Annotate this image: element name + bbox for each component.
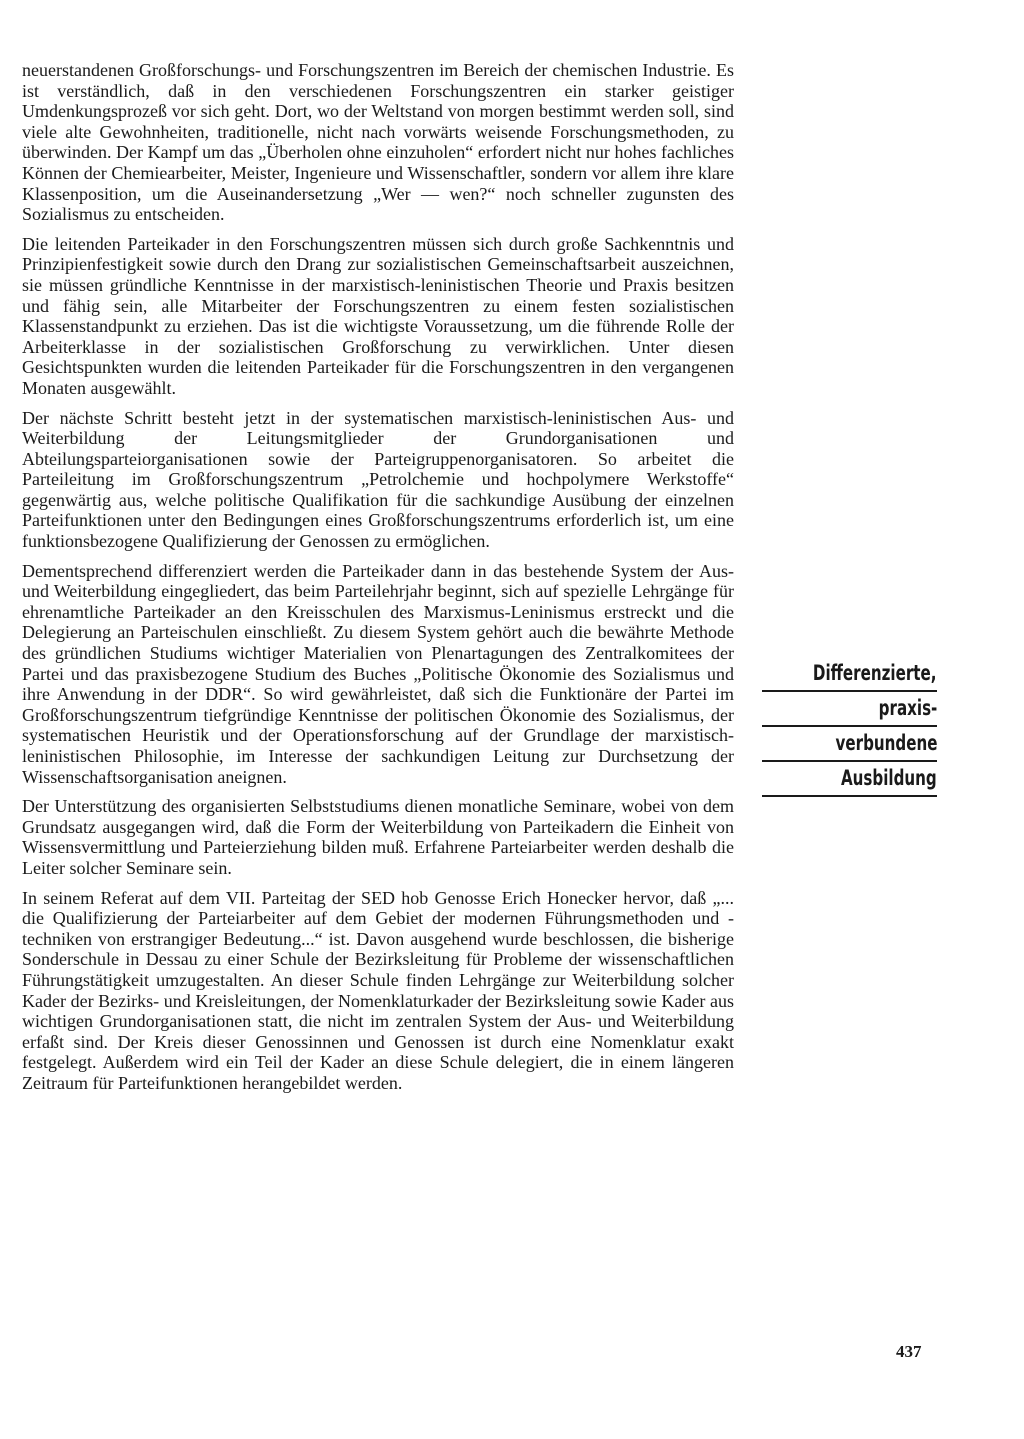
page-number: 437 [896,1342,922,1361]
body-text [22,60,734,1103]
paragraph-1: neuerstandenen Großforschungs- und Forschungszentren im Bereich der chemischen Industrie. Es ist verständlich, daß in den verschiedenen Forschungszentren ein starker geistiger Umdenkungsprozeß vor sich geht. Dort, wo der Weltstand von morgen bestimmt werden soll, sind viele alte Gewohnheiten, traditionelle, nicht nach vorwärts weisende Forschungsmethoden, zu überwinden. Der Kampf um das „Überholen ohne einzuholen“ erfordert nicht nur hohes fachliches Können der Chemiearbeiter, Meister, Ingenieure und Wissenschaftler, sondern vor allem ihre klare Klassenposition, um die Auseinandersetzung „Wer — wen?“ noch schneller zugunsten des Sozialismus zu entscheiden. [22,60,734,225]
paragraph-6: In seinem Referat auf dem VII. Parteitag der SED hob Genosse Erich Honecker hervor, daß „... die Qualifizierung der Parteiarbeiter auf dem Gebiet der modernen Führungsmethoden und -techniken von erstrangiger Bedeutung...“ ist. Davon ausgehend wurde beschlossen, die bisherige Sonderschule in Dessau zu einer Schule der Bezirksleitung für Probleme der wissenschaftlichen Führungstätigkeit umzugestalten. An dieser Schule finden Lehrgänge zur Weiterbildung solcher Kader der Bezirks- und Kreisleitungen, der Nomenklaturkader der Bezirksleitung sowie Kader aus wichtigen Grundorganisationen statt, die nicht im zentralen System der Aus- und Weiterbildung erfaßt sind. Der Kreis dieser Genossinnen und Genossen ist durch eine Nomenklatur exakt festgelegt. Außerdem wird ein Teil der Kader an diese Schule delegiert, die in einem längeren Zeitraum für Parteifunktionen herangebildet werden. [22,887,734,1093]
margin-heading [762,657,937,797]
margin-heading-line-3: verbundene [762,727,937,762]
margin-heading-line-2: praxis- [762,692,937,727]
margin-heading-line-1: Differenzierte, [762,657,937,692]
paragraph-4: Dementsprechend differenziert werden die Parteikader dann in das bestehende System der Aus- und Weiterbildung eingegliedert, das beim Parteilehrjahr beginnt, sich auf spezielle Lehrgänge für ehrenamtliche Parteikader an den Kreisschulen des Marxismus-Leninismus erstreckt und die Delegierung an Parteischulen einschließt. Zu diesem System gehört auch die bewährte Methode des gründlichen Studiums wichtiger Materialien von Plenartagungen des Zentralkomitees der Partei und das praxisbezogene Studium des Buches „Politische Ökonomie des Sozialismus und ihre Anwendung in der DDR“. So wird gewährleistet, daß sich die Funktionäre der Partei im Großforschungszentrum tiefgründige Kenntnisse der politischen Ökonomie des Sozialismus, der systematischen Heuristik und der Operationsforschung auf der Grundlage der marxistisch-leninistischen Philosophie, im Interesse der sachkundigen Leitung zur Durchsetzung der Wissenschaftsorganisation aneignen. [22,560,734,787]
paragraph-2: Die leitenden Parteikader in den Forschungszentren müssen sich durch große Sachkenntnis und Prinzipienfestigkeit sowie durch den Drang zur sozialistischen Gemeinschaftsarbeit auszeichnen, sie müssen gründliche Kenntnisse in der marxistisch-leninistischen Theorie und Praxis besitzen und fähig sein, alle Mitarbeiter der Forschungszentren zu einem festen sozialistischen Klassenstandpunkt zu erziehen. Das ist die wichtigste Voraussetzung, um die führende Rolle der Arbeiterklasse in der sozialistischen Großforschung zu verwirklichen. Unter diesen Gesichtspunkten wurden die leitenden Parteikader für die Forschungszentren in den vergangenen Monaten ausgewählt. [22,233,734,398]
margin-heading-line-4: Ausbildung [762,762,937,797]
paragraph-5: Der Unterstützung des organisierten Selbststudiums dienen monatliche Seminare, wobei von dem Grundsatz ausgegangen wird, daß die Form der Weiterbildung von Parteikadern die Einheit von Wissensvermittlung und Parteierziehung bilden muß. Erfahrene Parteiarbeiter werden deshalb die Leiter solcher Seminare sein. [22,796,734,878]
paragraph-3: Der nächste Schritt besteht jetzt in der systematischen marxistisch-leninistischen Aus- und Weiterbildung der Leitungsmitglieder der Grundorganisationen und Abteilungsparteiorganisationen sowie der Parteigruppenorganisatoren. So arbeitet die Parteileitung im Großforschungszentrum „Petrolchemie und hochpolymere Werkstoffe“ gegenwärtig aus, welche politische Qualifikation für die sachkundige Ausübung der einzelnen Parteifunktionen unter den Bedingungen eines Großforschungszentrums erforderlich ist, um eine funktionsbezogene Qualifizierung der Genossen zu ermöglichen. [22,407,734,552]
